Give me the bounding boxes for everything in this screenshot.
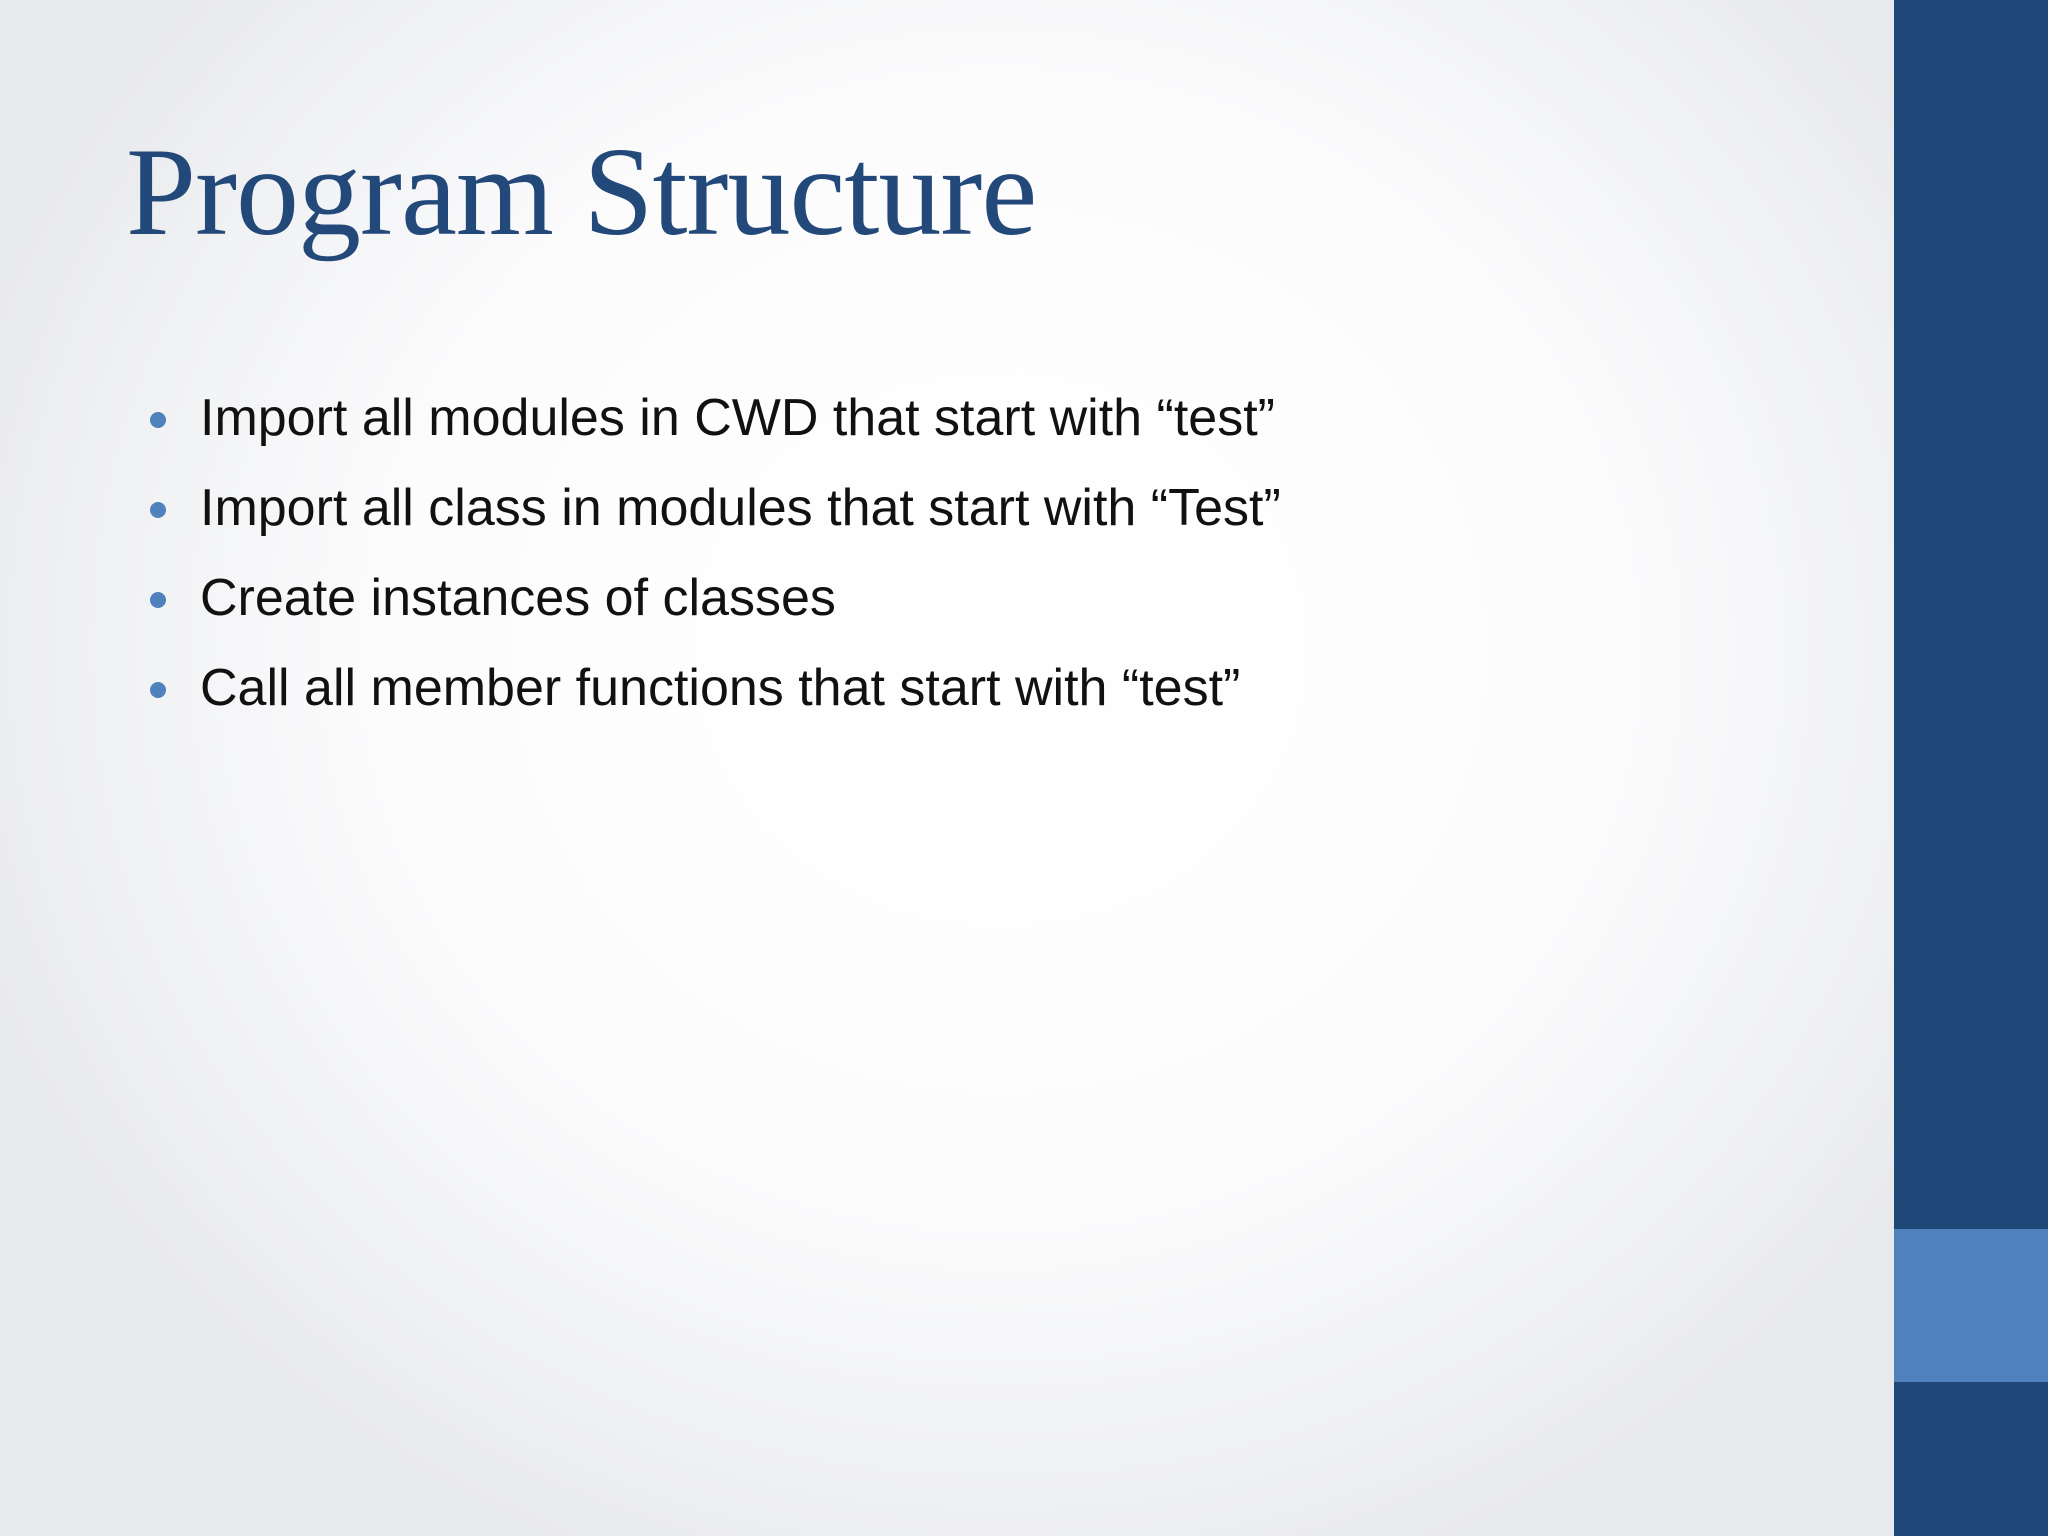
bullet-dot-icon [150, 592, 166, 608]
slide-title: Program Structure [126, 123, 1037, 262]
side-decor-bar-accent [1894, 1229, 2048, 1382]
bullet-text: Create instances of classes [200, 569, 836, 627]
bullet-dot-icon [150, 412, 166, 428]
bullet-dot-icon [150, 502, 166, 518]
bullet-text: Import all class in modules that start with “Test” [200, 479, 1281, 537]
side-decor-bar [1894, 0, 2048, 1536]
bullet-text: Call all member functions that start with “test” [200, 659, 1241, 717]
bullet-dot-icon [150, 682, 166, 698]
bullet-text: Import all modules in CWD that start with “test” [200, 389, 1275, 447]
